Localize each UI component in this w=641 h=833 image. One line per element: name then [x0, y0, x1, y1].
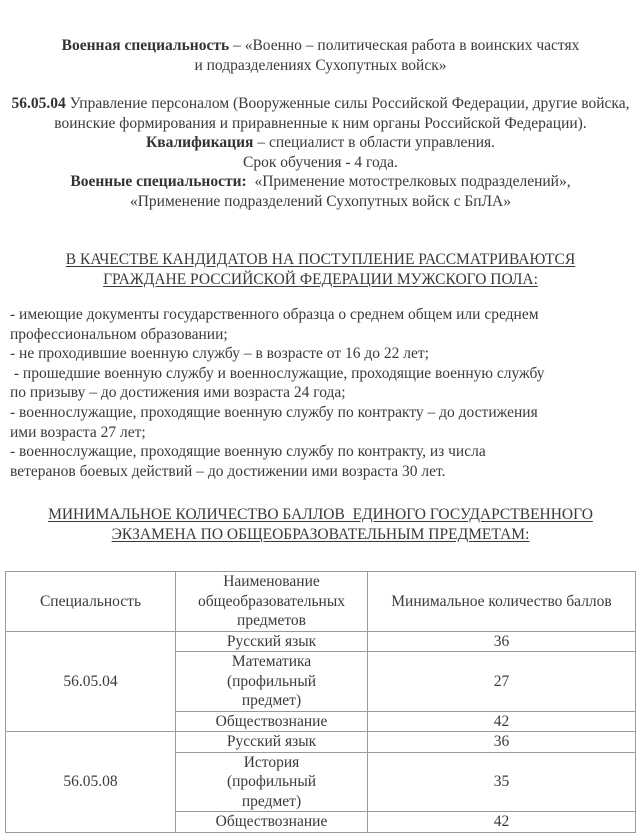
score-cell: 27	[368, 652, 636, 712]
scores-heading-line1: МИНИМАЛЬНОЕ КОЛИЧЕСТВО БАЛЛОВ ЕДИНОГО ГОСУДАРСТВЕННОГО	[48, 506, 593, 523]
specialties-line2: «Применение подразделений Сухопутных войск с БпЛА»	[129, 192, 511, 210]
subject-cell: Русский язык	[176, 732, 368, 753]
candidates-list	[10, 305, 635, 481]
column-header: Наименование общеобразовательных предметов	[176, 572, 368, 632]
candidate-criterion-line: ветеранов боевых действий – до достижении ими возраста 30 лет.	[10, 462, 446, 480]
candidates-heading-line2: ГРАЖДАНЕ РОССИЙСКОЙ ФЕДЕРАЦИИ МУЖСКОГО ПОЛА:	[103, 270, 538, 288]
candidate-criterion-line: - не проходившие военную службу – в возрасте от 16 до 22 лет;	[10, 345, 429, 363]
specialties-label: Военные специальности:	[70, 173, 247, 191]
subject-cell: Русский язык	[176, 631, 368, 652]
program-name: Управление персоналом (Вооруженные силы Российской Федерации, другие войска, воинские формирования и приравненные к ним органы Российской Федерации).	[54, 95, 630, 132]
qualification-text: – специалист в области управления.	[253, 134, 496, 152]
intro-label: Военная специальность	[61, 37, 230, 54]
candidate-criterion-line: ими возраста 27 лет;	[10, 423, 146, 441]
intro-text: – «Военно – политическая работа в воинских частях и подразделениях Сухопутных войск»	[194, 37, 580, 74]
table-row	[6, 732, 636, 753]
candidate-criterion-line: по призыву – до достижения ими возраста 24 года;	[10, 384, 346, 402]
scores-heading	[6, 505, 635, 544]
score-cell: 42	[368, 812, 636, 833]
candidate-criterion-line: - прошедшие военную службу и военнослужащие, проходящие военную службу	[10, 364, 545, 382]
table-header	[6, 572, 636, 632]
candidate-criterion-line: профессиональном образовании;	[10, 325, 228, 343]
subject-cell: Обществознание	[176, 711, 368, 732]
score-cell: 42	[368, 711, 636, 732]
column-header: Специальность	[6, 572, 176, 632]
candidate-criterion-line: - военнослужащие, проходящие военную службу по контракту, из числа	[10, 443, 486, 461]
column-header: Минимальное количество баллов	[368, 572, 636, 632]
specialty-cell: 56.05.08	[6, 732, 176, 833]
duration: Срок обучения - 4 года.	[243, 153, 398, 171]
program-description	[6, 94, 635, 212]
table-row	[6, 631, 636, 652]
candidate-criterion-line: - военнослужащие, проходящие военную службу по контракту – до достижения	[10, 403, 538, 421]
subject-cell: История (профильный предмет)	[176, 752, 368, 812]
candidate-criterion-line: - имеющие документы государственного образца о среднем общем или среднем	[10, 306, 539, 323]
score-cell: 35	[368, 752, 636, 812]
candidates-heading-line1: В КАЧЕСТВЕ КАНДИДАТОВ НА ПОСТУПЛЕНИЕ РАССМАТРИВАЮТСЯ	[65, 251, 576, 268]
scores-heading-line2: ЭКЗАМЕНА ПО ОБЩЕОБРАЗОВАТЕЛЬНЫМ ПРЕДМЕТАМ:	[111, 525, 530, 543]
subject-cell: Математика (профильный предмет)	[176, 652, 368, 712]
military-specialty-intro	[60, 36, 581, 75]
score-cell: 36	[368, 631, 636, 652]
subject-cell: Обществознание	[176, 812, 368, 833]
candidates-heading	[6, 250, 635, 289]
specialties-line1: «Применение мотострелковых подразделений»,	[246, 173, 571, 191]
score-cell: 36	[368, 732, 636, 753]
qualification-label: Квалификация	[145, 134, 254, 152]
program-code: 56.05.04	[11, 95, 66, 112]
min-scores-table	[5, 571, 636, 833]
specialty-cell: 56.05.04	[6, 631, 176, 732]
